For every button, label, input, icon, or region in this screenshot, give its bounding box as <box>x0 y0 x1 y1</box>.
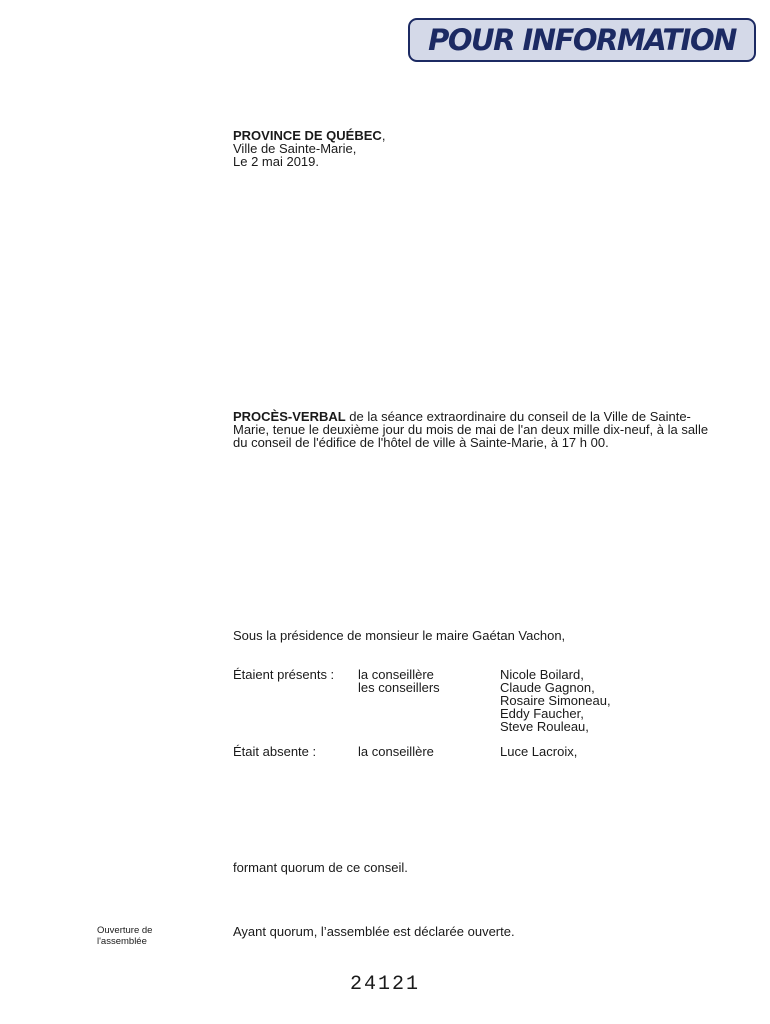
council-member-name: Nicole Boilard, <box>500 667 584 682</box>
council-member-name: Claude Gagnon, <box>500 680 595 695</box>
absente-role: la conseillère <box>358 744 434 759</box>
province-suffix: , <box>381 128 386 143</box>
date-line: Le 2 mai 2019. <box>233 154 320 169</box>
proces-verbal-line-2: Marie, tenue le deuxième jour du mois de mai de l'an deux mille dix-neuf, à la salle <box>233 422 709 437</box>
presents-roles <box>358 668 440 694</box>
absente-label: Était absente : <box>233 744 317 759</box>
proces-verbal-line-1-rest: de la séance extraordinaire du conseil de la Ville de Sainte- <box>345 409 691 424</box>
presents-role: la conseillère <box>358 667 434 682</box>
pour-information-stamp <box>408 18 756 62</box>
margin-note <box>97 925 152 947</box>
page-number: 24121 <box>349 973 420 996</box>
proces-verbal-paragraph <box>233 410 733 449</box>
presents-role: les conseillers <box>358 680 440 695</box>
presidence-line: Sous la présidence de monsieur le maire Gaétan Vachon, <box>233 628 566 643</box>
stamp-text: POUR INFORMATION <box>428 22 736 57</box>
council-member-name: Eddy Faucher, <box>500 706 584 721</box>
quorum-line: formant quorum de ce conseil. <box>233 860 408 875</box>
city-line: Ville de Sainte-Marie, <box>233 141 357 156</box>
document-header <box>233 129 385 168</box>
opening-line: Ayant quorum, l’assemblée est déclarée ouverte. <box>233 924 515 939</box>
proces-verbal-line-3: du conseil de l'édifice de l'hôtel de ville à Sainte-Marie, à 17 h 00. <box>233 435 609 450</box>
province-name: PROVINCE DE QUÉBEC <box>233 128 382 143</box>
margin-note-line-2: l'assemblée <box>97 936 147 947</box>
council-member-name: Rosaire Simoneau, <box>500 693 611 708</box>
council-member-name: Steve Rouleau, <box>500 719 589 734</box>
proces-verbal-lead: PROCÈS-VERBAL <box>233 409 346 424</box>
presents-label: Étaient présents : <box>233 667 335 682</box>
margin-note-line-1: Ouverture de <box>97 925 153 936</box>
absente-name: Luce Lacroix, <box>500 744 578 759</box>
presents-names <box>500 668 611 733</box>
